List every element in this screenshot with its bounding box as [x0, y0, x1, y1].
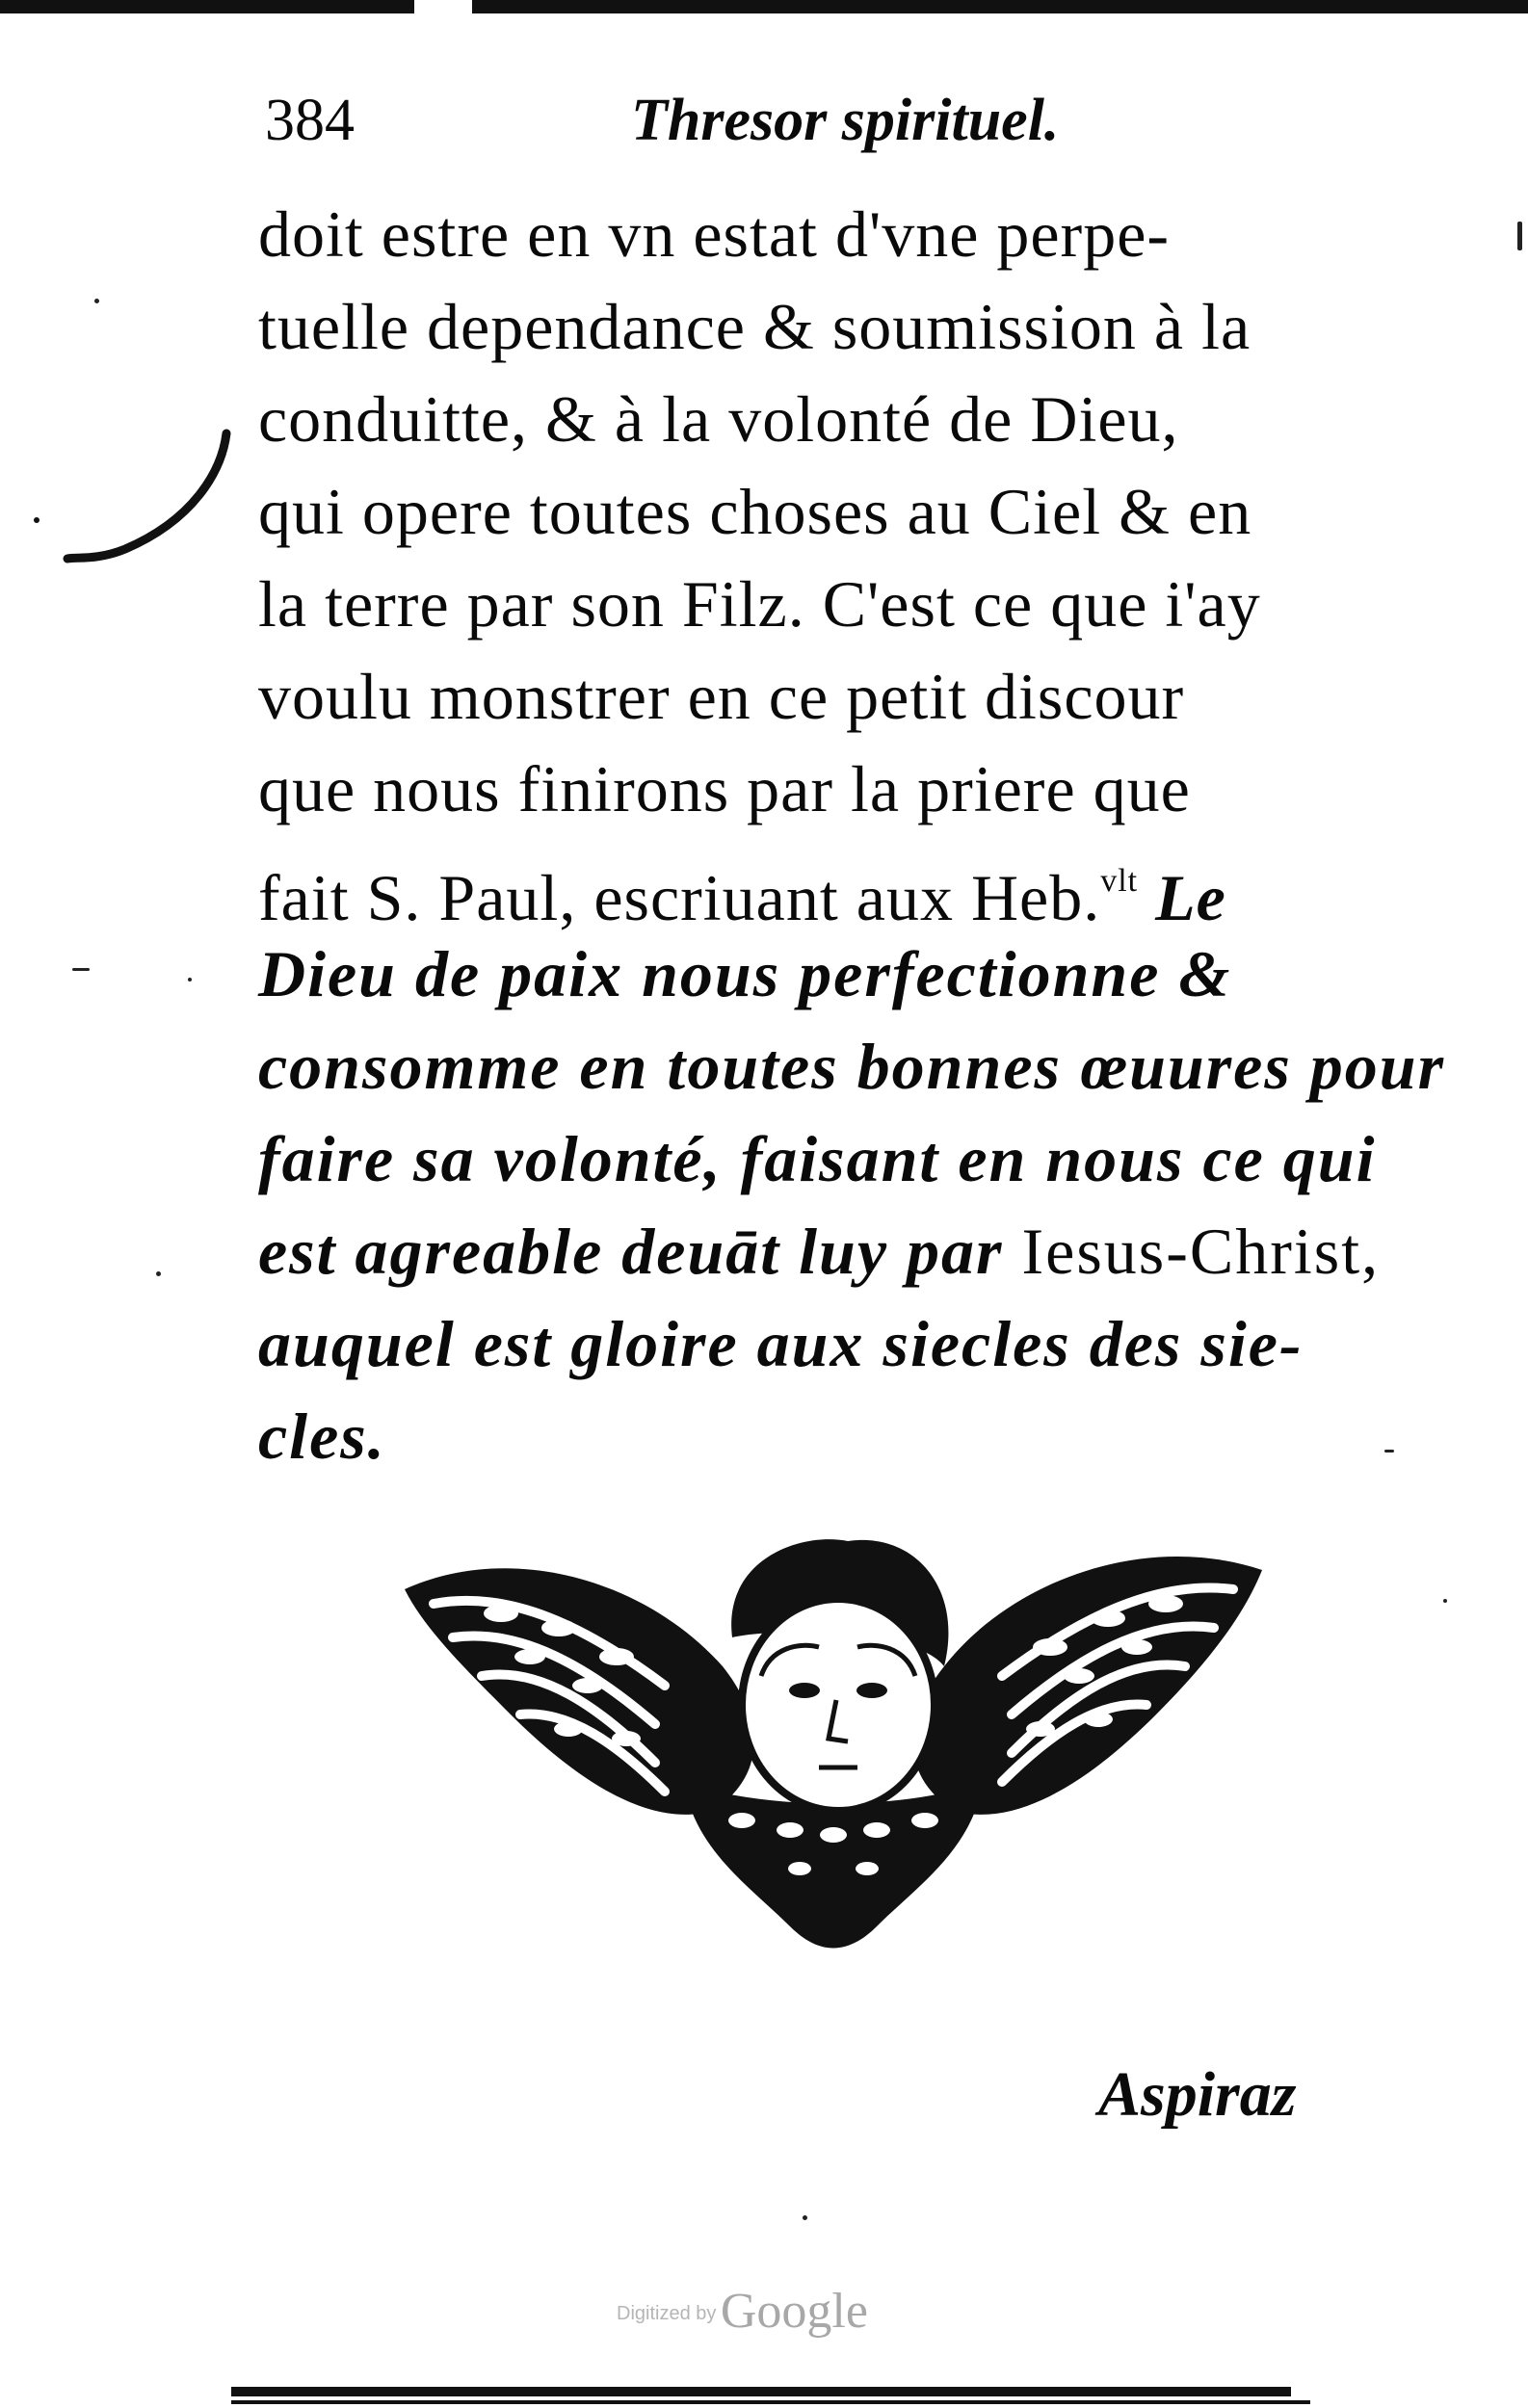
marginal-reference: vlt	[1100, 863, 1139, 899]
top-border-gap	[414, 0, 472, 13]
ink-speck	[1517, 222, 1522, 250]
text-line-with-reference	[258, 835, 1395, 934]
ink-speck	[188, 978, 192, 982]
italic-quote-line: cles.	[258, 1400, 386, 1473]
winged-cherub-head-icon	[395, 1522, 1272, 2023]
text-line: qui opere toutes choses au Ciel & en	[258, 475, 1252, 548]
roman-name-segment: Iesus-Christ,	[1021, 1215, 1381, 1288]
italic-quote-line: Dieu de paix nous perfectionne &	[258, 937, 1232, 1010]
ink-speck	[1443, 1599, 1447, 1603]
marginal-pen-stroke	[29, 414, 241, 578]
italic-quote-segment: est agreable deuāt luy par	[258, 1215, 1022, 1288]
google-logo-text: Google	[720, 2284, 868, 2339]
main-text-block	[258, 188, 1446, 1482]
ink-speck	[1384, 1450, 1394, 1453]
text-line: tuelle dependance & soumission à la	[258, 290, 1251, 363]
bottom-border-rule-thin	[231, 2400, 1310, 2404]
italic-quote-line: auquel est gloire aux siecles des sie-	[258, 1307, 1304, 1380]
ink-speck	[94, 299, 99, 303]
ink-speck	[72, 968, 90, 971]
text-line: voulu monstrer en ce petit discour	[258, 660, 1185, 733]
italic-quote-start: Le	[1155, 861, 1226, 934]
digitized-watermark	[617, 2283, 868, 2350]
text-line: que nous finirons par la priere que	[258, 752, 1191, 825]
top-border-rule	[0, 0, 1528, 13]
text-line: doit estre en vn estat d'vne perpe-	[258, 197, 1171, 271]
italic-quote-line: consomme en toutes bonnes œuures pour	[258, 1030, 1446, 1103]
ink-speck	[156, 1271, 161, 1276]
ink-speck	[803, 2215, 807, 2220]
text-line: conduitte, & à la volonté de Dieu,	[258, 382, 1179, 456]
bottom-border-rule	[231, 2387, 1291, 2396]
digitized-prefix: Digitized by	[617, 2303, 717, 2324]
page-number: 384	[265, 88, 355, 153]
italic-quote-line: faire sa volonté, faisant en nous ce qui	[258, 1122, 1377, 1195]
italic-quote-line-mixed	[258, 1205, 1395, 1297]
text-line: la terre par son Filz. C'est ce que i'ay	[258, 567, 1261, 641]
catchword: Aspiraz	[1098, 2059, 1297, 2130]
running-title: Thresor spirituel.	[631, 88, 1060, 153]
running-header	[265, 77, 1132, 164]
text-line: fait S. Paul, escriuant aux Heb.	[258, 861, 1101, 934]
